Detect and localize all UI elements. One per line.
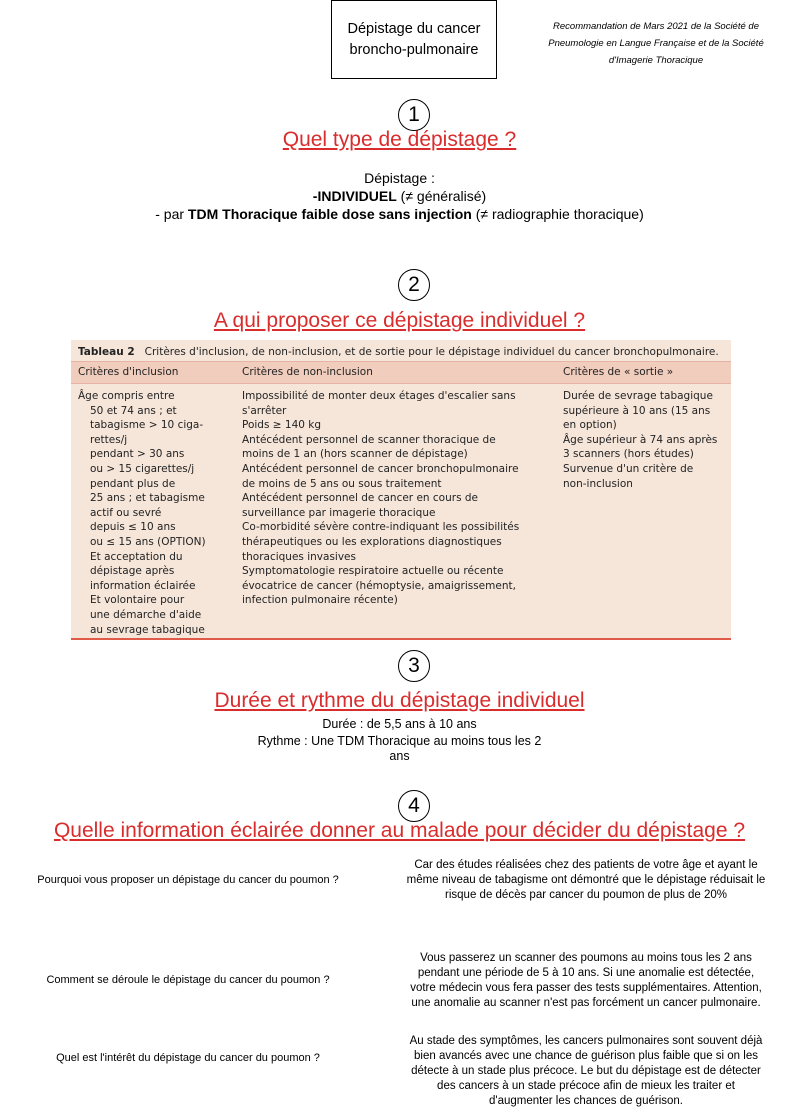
- cell-line: au sevrage tabagique: [90, 623, 205, 636]
- answer-line: des cancers à un stade précoce afin de mieux les traiter et: [437, 1080, 735, 1092]
- header-non-inclusion: Critères de non-inclusion: [242, 366, 373, 378]
- table-caption-text: Critères d'inclusion, de non-inclusion, et de sortie pour le dépistage individuel du cancer bronchopulmonaire.: [144, 346, 719, 358]
- cell-line: Et volontaire pour: [90, 594, 185, 607]
- answer-2: [380, 951, 792, 1011]
- answer-line: bien avancés avec une chance de guérison plus faible que si on les: [414, 1050, 758, 1062]
- cell-line: Poids ≥ 140 kg: [242, 419, 322, 432]
- answer-line: risque de décès par cancer du poumon de plus de 20%: [445, 889, 727, 901]
- document-title-line: Dépistage du cancer: [347, 20, 481, 37]
- question-1: Pourquoi vous proposer un dépistage du cancer du poumon ?: [37, 874, 339, 886]
- cell-line: dépistage après: [90, 565, 175, 578]
- section-4-title: Quelle information éclairée donner au malade pour décider du dépistage ?: [53, 819, 746, 842]
- answer-line: détecte à un stade plus précoce. Le but du dépistage est de détecter: [411, 1065, 761, 1077]
- section-number-4: 4: [398, 790, 430, 822]
- cell-line: Survenue d'un critère de: [563, 462, 694, 475]
- sortie-column: [563, 389, 717, 491]
- answer-line: une anomalie au scanner n'est pas forcément un cancer pulmonaire.: [411, 997, 761, 1009]
- cell-line: supérieure à 10 ans (15 ans: [563, 404, 711, 417]
- cell-line: moins de 1 an (hors scanner de dépistage): [242, 448, 468, 461]
- cell-line: tabagisme > 10 ciga-: [90, 419, 204, 432]
- screening-type-label: Dépistage :: [364, 170, 435, 186]
- answer-1: [380, 858, 792, 903]
- section-number-2: 2: [398, 269, 430, 301]
- individual-note: (≠ généralisé): [396, 188, 487, 204]
- table-bottom-rule: [71, 638, 731, 640]
- recommendation-line: Pneumologie en Langue Française et de la Société: [548, 38, 764, 49]
- cell-line: Antécédent personnel de cancer en cours de: [242, 492, 479, 505]
- section-2-title: A qui proposer ce dépistage individuel ?: [213, 309, 586, 332]
- answer-line: Vous passerez un scanner des poumons au moins tous les 2 ans: [420, 952, 752, 964]
- cell-line: ou > 15 cigarettes/j: [90, 462, 195, 475]
- method-note: (≠ radiographie thoracique): [471, 206, 644, 222]
- document-title-box: [331, 0, 497, 79]
- cell-line: 3 scanners (hors études): [563, 448, 694, 461]
- table-caption-label: Tableau 2: [78, 346, 135, 358]
- cell-line: non-inclusion: [563, 477, 633, 490]
- answer-line: Car des études réalisées chez des patients de votre âge et ayant le: [414, 859, 758, 871]
- cell-line: s'arrêter: [242, 404, 287, 417]
- screening-type-individual: [0, 187, 799, 206]
- section-1-title: Quel type de dépistage ?: [282, 128, 517, 151]
- criteria-table: [71, 340, 731, 640]
- answer-line: Au stade des symptômes, les cancers pulmonaires sont souvent déjà: [409, 1035, 763, 1047]
- question-2: Comment se déroule le dépistage du cancer du poumon ?: [46, 974, 330, 986]
- recommendation-note: [526, 18, 786, 69]
- non-inclusion-column: [242, 389, 519, 608]
- cell-line: thoraciques invasives: [242, 550, 356, 563]
- cell-line: évocatrice de cancer (hémoptysie, amaigrissement,: [242, 579, 516, 592]
- cell-line: surveillance par imagerie thoracique: [242, 506, 436, 519]
- cell-line: pendant plus de: [90, 477, 176, 490]
- recommendation-line: Recommandation de Mars 2021 de la Société de: [553, 21, 759, 32]
- cell-line: pendant > 30 ans: [90, 448, 185, 461]
- recommendation-line: d'Imagerie Thoracique: [608, 55, 704, 66]
- cell-line: actif ou sevré: [90, 506, 162, 519]
- inclusion-column: [78, 389, 206, 637]
- answer-line: d'augmenter les chances de guérison.: [489, 1095, 683, 1107]
- cell-line: thérapeutiques ou les explorations diagnostiques: [242, 535, 502, 548]
- section-3-title: Durée et rythme du dépistage individuel: [214, 689, 585, 712]
- answer-3: [380, 1034, 792, 1109]
- cell-line: Antécédent personnel de scanner thoracique de: [242, 433, 496, 446]
- duration-line: Durée : de 5,5 ans à 10 ans: [322, 717, 477, 731]
- answer-line: votre médecin vous fera passer des tests supplémentaires. Attention,: [410, 982, 762, 994]
- table-header-row: [71, 362, 731, 384]
- cell-line: 25 ans ; et tabagisme: [90, 492, 205, 505]
- cell-line: rettes/j: [90, 433, 128, 446]
- cell-line: information éclairée: [90, 579, 196, 592]
- cell-line: infection pulmonaire récente): [242, 594, 398, 607]
- method-prefix: - par: [155, 206, 188, 222]
- cell-line: Symptomatologie respiratoire actuelle ou récente: [242, 565, 504, 578]
- cell-line: Âge compris entre: [78, 390, 175, 402]
- cell-line: en option): [563, 419, 617, 432]
- screening-type-method: [0, 205, 799, 224]
- cell-line: depuis ≤ 10 ans: [90, 521, 176, 534]
- header-sortie: Critères de « sortie »: [563, 366, 674, 378]
- cell-line: 50 et 74 ans ; et: [90, 404, 177, 417]
- question-3: Quel est l'intérêt du dépistage du cancer du poumon ?: [56, 1052, 320, 1064]
- cell-line: Impossibilité de monter deux étages d'escalier sans: [242, 390, 516, 402]
- rhythm-line-end: ans: [389, 749, 410, 763]
- cell-line: Durée de sevrage tabagique: [563, 390, 713, 402]
- answer-line: même niveau de tabagisme ont démontré que le dépistage réduisait le: [406, 874, 766, 886]
- header-inclusion: Critères d'inclusion: [78, 366, 179, 378]
- individual-bold: -INDIVIDUEL: [312, 188, 397, 204]
- cell-line: Co-morbidité sévère contre-indiquant les possibilités: [242, 521, 520, 534]
- cell-line: Antécédent personnel de cancer bronchopulmonaire: [242, 462, 519, 475]
- cell-line: une démarche d'aide: [90, 608, 202, 621]
- cell-line: ou ≤ 15 ans (OPTION): [90, 535, 206, 548]
- document-title-line: broncho-pulmonaire: [349, 41, 479, 58]
- cell-line: de moins de 5 ans ou sous traitement: [242, 477, 442, 490]
- answer-line: pendant une période de 5 à 10 ans. Si une anomalie est détectée,: [417, 967, 755, 979]
- section-number-3: 3: [398, 650, 430, 682]
- section-number-1: 1: [398, 99, 430, 131]
- cell-line: Et acceptation du: [90, 550, 183, 563]
- table-caption: [71, 340, 731, 362]
- rhythm-line: Rythme : Une TDM Thoracique au moins tous les 2: [257, 734, 542, 748]
- cell-line: Âge supérieur à 74 ans après: [563, 433, 718, 446]
- method-bold: TDM Thoracique faible dose sans injection: [187, 206, 472, 222]
